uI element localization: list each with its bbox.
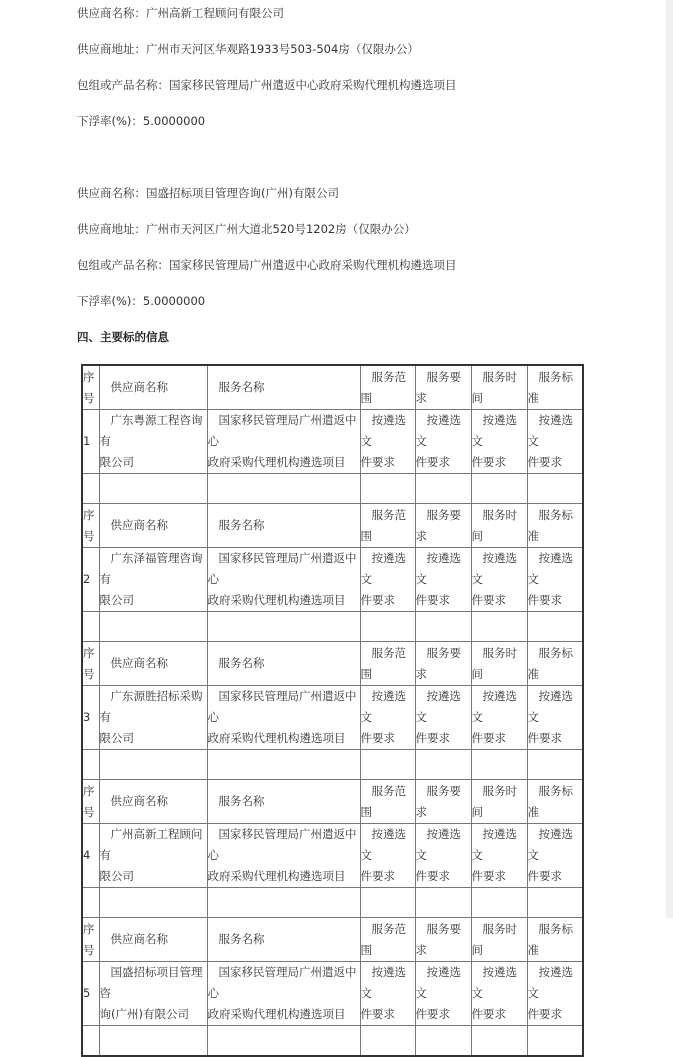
- cell-scope-line: 件要求: [360, 731, 395, 745]
- table-header-row: [82, 918, 583, 962]
- table-header-row: [82, 642, 583, 686]
- supplier-name-line: 供应商名称：国盛招标项目管理咨询(广州)有限公司: [77, 186, 339, 200]
- cell-time-line: 按遴选文: [471, 965, 517, 1000]
- header-service: [207, 642, 360, 686]
- cell-time-line: 件要求: [471, 1007, 506, 1021]
- cell-standard-line: 按遴选文: [527, 551, 573, 586]
- header-requirement-line: 求: [415, 528, 427, 543]
- cell-requirement: [415, 548, 471, 612]
- header-scope-line: 服务范: [371, 921, 406, 936]
- package-name-line: 包组或产品名称：国家移民管理局广州遣返中心政府采购代理机构遴选项目: [77, 258, 457, 272]
- cell-supplier-line: 限公司: [99, 455, 134, 469]
- spacer-row: [82, 474, 583, 504]
- cell-service: [207, 548, 360, 612]
- cell-seq-text: 3: [83, 710, 91, 724]
- cell-supplier-line: 限公司: [99, 593, 134, 607]
- cell-time: [471, 548, 527, 612]
- cell-requirement: [415, 824, 471, 888]
- header-time-line: 服务时: [482, 507, 517, 522]
- main-subject-table: [81, 364, 584, 1057]
- header-scope-line: 服务范: [371, 783, 406, 798]
- cell-service-line: 政府采购代理机构遴选项目: [207, 455, 346, 469]
- header-seq: [82, 918, 99, 962]
- cell-scope-line: 按遴选文: [360, 689, 406, 724]
- cell-supplier-line: 广东泽福管理咨询有: [99, 551, 203, 586]
- cell-supplier-line: 广东源胜招标采购有: [99, 689, 203, 724]
- header-seq: [82, 504, 99, 548]
- header-time: [471, 365, 527, 410]
- spacer-row: [82, 888, 583, 918]
- cell-supplier-line: 限公司: [99, 731, 134, 745]
- supplier-name-line: 供应商名称：广州高新工程顾问有限公司: [77, 6, 284, 20]
- header-seq: [82, 365, 99, 410]
- empty-cell: [471, 1026, 527, 1057]
- empty-cell: [527, 888, 583, 918]
- empty-cell: [471, 888, 527, 918]
- header-seq-line: 序: [83, 507, 95, 522]
- header-supplier-text: 供应商名称: [110, 518, 168, 532]
- empty-cell: [415, 612, 471, 642]
- header-seq-line: 序: [83, 783, 95, 798]
- cell-supplier: [99, 962, 207, 1026]
- header-supplier: [99, 780, 207, 824]
- cell-service-line: 国家移民管理局广州遣返中心: [207, 689, 357, 724]
- header-time-line: 服务时: [482, 921, 517, 936]
- empty-cell: [415, 750, 471, 780]
- header-requirement-line: 服务要: [426, 369, 461, 384]
- cell-seq: [82, 410, 99, 474]
- header-standard: [527, 365, 583, 410]
- cell-scope-line: 件要求: [360, 869, 395, 883]
- header-supplier-text: 供应商名称: [110, 794, 168, 808]
- header-scope-line: 围: [360, 528, 372, 543]
- cell-requirement: [415, 410, 471, 474]
- cell-service: [207, 410, 360, 474]
- empty-cell: [360, 1026, 415, 1057]
- cell-requirement-line: 按遴选文: [415, 827, 461, 862]
- empty-cell: [415, 474, 471, 504]
- empty-cell: [99, 888, 207, 918]
- header-supplier: [99, 365, 207, 410]
- discount-rate-line: 下浮率(%)：5.0000000: [77, 114, 206, 128]
- header-supplier-text: 供应商名称: [110, 932, 168, 946]
- header-scope: [360, 918, 415, 962]
- header-service: [207, 504, 360, 548]
- header-requirement-line: 求: [415, 390, 427, 405]
- table-row: [82, 962, 583, 1026]
- cell-service-line: 政府采购代理机构遴选项目: [207, 593, 346, 607]
- cell-supplier-line: 国盛招标项目管理咨: [99, 965, 203, 1000]
- header-standard-line: 准: [527, 942, 539, 957]
- header-service: [207, 918, 360, 962]
- section-heading: 四、主要标的信息: [77, 330, 169, 344]
- cell-time: [471, 686, 527, 750]
- header-standard-line: 准: [527, 666, 539, 681]
- header-standard-line: 准: [527, 390, 539, 405]
- header-scope-line: 服务范: [371, 507, 406, 522]
- cell-service-line: 政府采购代理机构遴选项目: [207, 869, 346, 883]
- cell-service: [207, 824, 360, 888]
- cell-standard-line: 按遴选文: [527, 965, 573, 1000]
- empty-cell: [82, 474, 99, 504]
- table-row: [82, 548, 583, 612]
- header-seq-line: 序: [83, 921, 95, 936]
- cell-time-line: 按遴选文: [471, 827, 517, 862]
- empty-cell: [82, 1026, 99, 1057]
- header-standard: [527, 642, 583, 686]
- cell-seq-text: 1: [83, 434, 91, 448]
- header-requirement-line: 求: [415, 942, 427, 957]
- header-service-text: 服务名称: [218, 656, 265, 670]
- cell-standard-line: 件要求: [527, 455, 562, 469]
- header-requirement-line: 服务要: [426, 507, 461, 522]
- cell-scope-line: 按遴选文: [360, 413, 406, 448]
- header-standard-line: 服务标: [538, 783, 573, 798]
- header-scope: [360, 365, 415, 410]
- header-service-text: 服务名称: [218, 380, 265, 394]
- empty-cell: [527, 750, 583, 780]
- cell-scope-line: 按遴选文: [360, 827, 406, 862]
- header-service-text: 服务名称: [218, 794, 265, 808]
- cell-standard-line: 按遴选文: [527, 689, 573, 724]
- cell-requirement-line: 按遴选文: [415, 689, 461, 724]
- cell-supplier: [99, 686, 207, 750]
- header-time-line: 服务时: [482, 645, 517, 660]
- header-time: [471, 642, 527, 686]
- header-time-line: 服务时: [482, 369, 517, 384]
- cell-requirement-line: 按遴选文: [415, 551, 461, 586]
- cell-time-line: 件要求: [471, 869, 506, 883]
- table-row: [82, 686, 583, 750]
- header-scope-line: 围: [360, 390, 372, 405]
- header-standard-line: 服务标: [538, 507, 573, 522]
- empty-cell: [471, 474, 527, 504]
- cell-standard: [527, 548, 583, 612]
- cell-time: [471, 824, 527, 888]
- cell-standard-line: 按遴选文: [527, 413, 573, 448]
- empty-cell: [99, 612, 207, 642]
- header-requirement-line: 求: [415, 804, 427, 819]
- cell-seq-text: 2: [83, 572, 91, 586]
- spacer-row: [82, 612, 583, 642]
- cell-service-line: 政府采购代理机构遴选项目: [207, 1007, 346, 1021]
- header-supplier: [99, 642, 207, 686]
- header-standard-line: 准: [527, 528, 539, 543]
- empty-cell: [360, 888, 415, 918]
- cell-time: [471, 962, 527, 1026]
- cell-requirement: [415, 686, 471, 750]
- cell-scope-line: 件要求: [360, 455, 395, 469]
- empty-cell: [360, 474, 415, 504]
- empty-cell: [99, 474, 207, 504]
- header-time-line: 间: [471, 666, 483, 681]
- empty-cell: [415, 888, 471, 918]
- header-scope: [360, 642, 415, 686]
- cell-seq-text: 4: [83, 848, 91, 862]
- header-requirement: [415, 365, 471, 410]
- table-header-row: [82, 504, 583, 548]
- cell-time-line: 按遴选文: [471, 689, 517, 724]
- header-supplier-text: 供应商名称: [110, 380, 168, 394]
- empty-cell: [82, 888, 99, 918]
- header-service: [207, 780, 360, 824]
- empty-cell: [415, 1026, 471, 1057]
- empty-cell: [471, 612, 527, 642]
- header-requirement-line: 服务要: [426, 921, 461, 936]
- header-time-line: 间: [471, 804, 483, 819]
- header-standard-line: 服务标: [538, 369, 573, 384]
- cell-supplier-line: 限公司: [99, 869, 134, 883]
- header-scope-line: 围: [360, 804, 372, 819]
- cell-time-line: 件要求: [471, 593, 506, 607]
- empty-cell: [82, 612, 99, 642]
- header-time-line: 间: [471, 390, 483, 405]
- spacer-row: [82, 1026, 583, 1057]
- header-service-text: 服务名称: [218, 932, 265, 946]
- header-service-text: 服务名称: [218, 518, 265, 532]
- package-name-line: 包组或产品名称：国家移民管理局广州遣返中心政府采购代理机构遴选项目: [77, 78, 457, 92]
- header-scope: [360, 504, 415, 548]
- header-requirement-line: 服务要: [426, 783, 461, 798]
- table-row: [82, 824, 583, 888]
- header-standard-line: 服务标: [538, 645, 573, 660]
- empty-cell: [207, 474, 360, 504]
- cell-requirement-line: 件要求: [415, 731, 450, 745]
- cell-requirement-line: 件要求: [415, 1007, 450, 1021]
- empty-cell: [360, 750, 415, 780]
- empty-cell: [82, 750, 99, 780]
- cell-time-line: 件要求: [471, 731, 506, 745]
- header-seq-line: 号: [83, 666, 95, 681]
- header-time: [471, 504, 527, 548]
- header-requirement: [415, 504, 471, 548]
- header-seq-line: 序: [83, 369, 95, 384]
- cell-time-line: 按遴选文: [471, 413, 517, 448]
- cell-supplier: [99, 410, 207, 474]
- header-scope-line: 服务范: [371, 369, 406, 384]
- header-requirement: [415, 642, 471, 686]
- cell-seq: [82, 548, 99, 612]
- cell-time: [471, 410, 527, 474]
- header-standard: [527, 780, 583, 824]
- header-scope-line: 围: [360, 666, 372, 681]
- header-seq-line: 号: [83, 942, 95, 957]
- cell-service-line: 政府采购代理机构遴选项目: [207, 731, 346, 745]
- empty-cell: [360, 612, 415, 642]
- cell-scope: [360, 824, 415, 888]
- header-supplier-text: 供应商名称: [110, 656, 168, 670]
- cell-standard-line: 件要求: [527, 869, 562, 883]
- cell-time-line: 按遴选文: [471, 551, 517, 586]
- cell-scope-line: 按遴选文: [360, 965, 406, 1000]
- empty-cell: [527, 1026, 583, 1057]
- header-seq-line: 号: [83, 390, 95, 405]
- table-header-row: [82, 365, 583, 410]
- cell-scope: [360, 548, 415, 612]
- header-seq: [82, 642, 99, 686]
- cell-standard-line: 件要求: [527, 731, 562, 745]
- cell-service-line: 国家移民管理局广州遣返中心: [207, 827, 357, 862]
- cell-standard-line: 按遴选文: [527, 827, 573, 862]
- scrollbar-track[interactable]: [666, 0, 673, 918]
- cell-requirement: [415, 962, 471, 1026]
- header-requirement-line: 服务要: [426, 645, 461, 660]
- header-time: [471, 780, 527, 824]
- header-standard-line: 准: [527, 804, 539, 819]
- header-standard: [527, 918, 583, 962]
- header-scope: [360, 780, 415, 824]
- cell-supplier: [99, 824, 207, 888]
- cell-service: [207, 962, 360, 1026]
- cell-supplier-line: 询(广州)有限公司: [99, 1007, 189, 1021]
- header-time-line: 服务时: [482, 783, 517, 798]
- cell-standard: [527, 410, 583, 474]
- empty-cell: [99, 1026, 207, 1057]
- cell-requirement-line: 件要求: [415, 455, 450, 469]
- cell-supplier: [99, 548, 207, 612]
- cell-standard: [527, 824, 583, 888]
- cell-seq: [82, 962, 99, 1026]
- empty-cell: [471, 750, 527, 780]
- cell-scope-line: 件要求: [360, 593, 395, 607]
- header-standard-line: 服务标: [538, 921, 573, 936]
- header-time-line: 间: [471, 942, 483, 957]
- header-requirement: [415, 918, 471, 962]
- cell-standard: [527, 686, 583, 750]
- cell-scope: [360, 962, 415, 1026]
- cell-supplier-line: 广东粤源工程咨询有: [99, 413, 203, 448]
- header-seq: [82, 780, 99, 824]
- header-supplier: [99, 918, 207, 962]
- cell-service-line: 国家移民管理局广州遣返中心: [207, 965, 357, 1000]
- header-requirement-line: 求: [415, 666, 427, 681]
- empty-cell: [527, 474, 583, 504]
- cell-requirement-line: 按遴选文: [415, 965, 461, 1000]
- empty-cell: [99, 750, 207, 780]
- cell-requirement-line: 按遴选文: [415, 413, 461, 448]
- cell-requirement-line: 件要求: [415, 869, 450, 883]
- cell-service-line: 国家移民管理局广州遣返中心: [207, 551, 357, 586]
- supplier-address-line: 供应商地址：广州市天河区广州大道北520号1202房（仅限办公）: [77, 222, 416, 236]
- cell-scope-line: 按遴选文: [360, 551, 406, 586]
- table-header-row: [82, 780, 583, 824]
- cell-supplier-line: 广州高新工程顾问有: [99, 827, 203, 862]
- cell-seq-text: 5: [83, 986, 91, 1000]
- cell-scope: [360, 686, 415, 750]
- header-seq-line: 序: [83, 645, 95, 660]
- cell-standard-line: 件要求: [527, 593, 562, 607]
- header-scope-line: 围: [360, 942, 372, 957]
- header-supplier: [99, 504, 207, 548]
- header-seq-line: 号: [83, 804, 95, 819]
- header-time: [471, 918, 527, 962]
- header-standard: [527, 504, 583, 548]
- spacer-row: [82, 750, 583, 780]
- cell-requirement-line: 件要求: [415, 593, 450, 607]
- cell-time-line: 件要求: [471, 455, 506, 469]
- header-scope-line: 服务范: [371, 645, 406, 660]
- empty-cell: [207, 1026, 360, 1057]
- header-seq-line: 号: [83, 528, 95, 543]
- header-time-line: 间: [471, 528, 483, 543]
- cell-seq: [82, 686, 99, 750]
- empty-cell: [207, 750, 360, 780]
- header-requirement: [415, 780, 471, 824]
- cell-standard: [527, 962, 583, 1026]
- cell-scope: [360, 410, 415, 474]
- discount-rate-line: 下浮率(%)：5.0000000: [77, 294, 206, 308]
- cell-standard-line: 件要求: [527, 1007, 562, 1021]
- cell-service-line: 国家移民管理局广州遣返中心: [207, 413, 357, 448]
- empty-cell: [527, 612, 583, 642]
- cell-service: [207, 686, 360, 750]
- cell-scope-line: 件要求: [360, 1007, 395, 1021]
- empty-cell: [207, 612, 360, 642]
- supplier-address-line: 供应商地址：广州市天河区华观路1933号503-504房（仅限办公）: [77, 42, 419, 56]
- table-row: [82, 410, 583, 474]
- cell-seq: [82, 824, 99, 888]
- header-service: [207, 365, 360, 410]
- empty-cell: [207, 888, 360, 918]
